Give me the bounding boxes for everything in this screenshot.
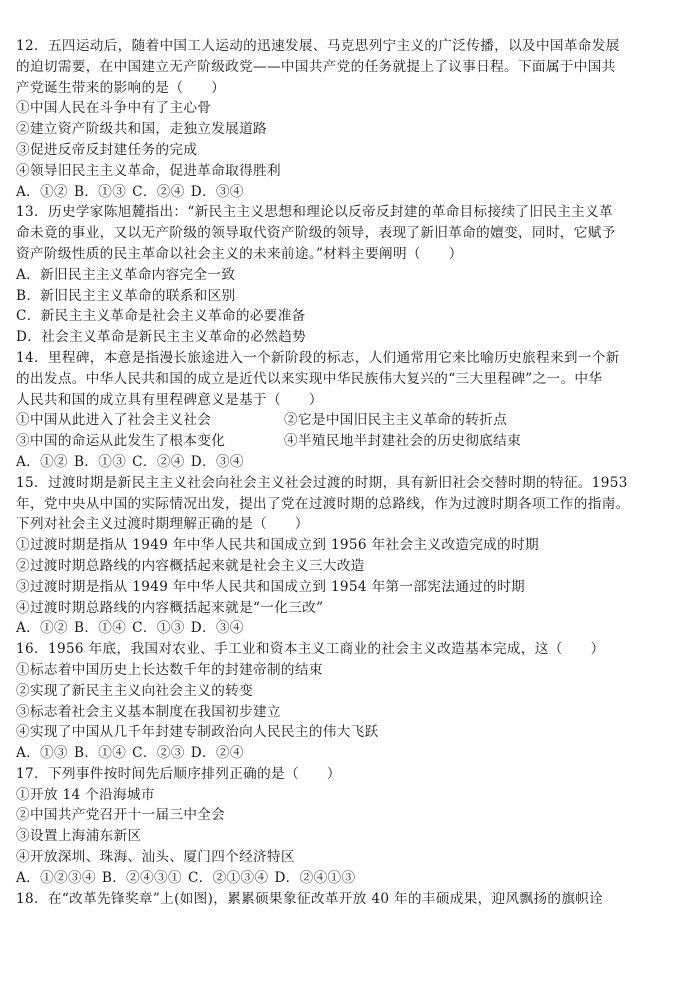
option-a: A．①② (16, 620, 68, 637)
statement-item: ③过渡时期是指从 1949 年中华人民共和国成立到 1954 年第一部宪法通过的时期 (16, 578, 525, 595)
statement-item: ③中国的命运从此发生了根本变化 (16, 433, 226, 450)
answer-options (16, 868, 681, 889)
statement-row (16, 431, 681, 452)
question-stem-line: 人民共和国的成立具有里程碑意义是基于（ ） (16, 391, 323, 408)
statement-item: ②实现了新民主主义向社会主义的转变 (16, 682, 254, 699)
statement-item: ④过渡时期总路线的内容概括起来就是“一化三改” (16, 599, 324, 616)
statement-item: ④领导旧民主主义革命，促进革命取得胜利 (16, 162, 281, 179)
option-a: A．①②③④ (16, 869, 96, 886)
option-b: B．①④ (74, 620, 127, 637)
question-13 (16, 202, 681, 348)
option-d: D．②④①③ (274, 869, 356, 886)
exam-page (16, 36, 681, 909)
question-stem-line: 16．1956 年底，我国对农业、手工业和资本主义工商业的社会主义改造基本完成，这（ ） (16, 641, 605, 658)
question-stem-line: 的迫切需要，在中国建立无产阶级政党——中国共产党的任务就提上了议事日程。下面属于中国共 (16, 58, 616, 75)
statement-item: ④半殖民地半封建社会的历史彻底结束 (284, 433, 522, 450)
question-15 (16, 473, 681, 639)
question-stem-line: 的出发点。中华人民共和国的成立是近代以来实现中华民族伟大复兴的“三大里程碑”之一。中华 (16, 370, 603, 387)
option-b: B．②④③① (101, 869, 182, 886)
question-12 (16, 36, 681, 202)
option-d: D．③④ (190, 453, 244, 470)
option-a: A．①② (16, 183, 68, 200)
option-c: C．②④ (132, 453, 185, 470)
option-c: C．②①③④ (187, 869, 269, 886)
statement-item: ③促进反帝反封建任务的完成 (16, 141, 198, 158)
option-d: D．③④ (190, 183, 244, 200)
option-d: D．社会主义革命是新民主主义革命的必然趋势 (16, 329, 307, 346)
question-17 (16, 764, 681, 889)
question-stem-line: 产党诞生带来的影响的是（ ） (16, 79, 226, 96)
question-stem-line: 15．过渡时期是新民主主义社会向社会主义社会过渡的时期，具有新旧社会交替时期的特征。1953 (16, 474, 628, 491)
question-16 (16, 639, 681, 764)
question-stem-line: 下列对社会主义过渡时期理解正确的是（ ） (16, 516, 309, 533)
question-18 (16, 889, 681, 910)
option-a: A．新旧民主主义革命内容完全一致 (16, 266, 236, 283)
question-stem-line: 资产阶级性质的民主革命以社会主义的未来前途。”材料主要阐明（ ） (16, 245, 463, 262)
statement-item: ②建立资产阶级共和国，走独立发展道路 (16, 121, 267, 138)
option-c: C．新民主主义革命是社会主义革命的必要准备 (16, 308, 306, 325)
answer-options (16, 452, 681, 473)
statement-item: ③标志着社会主义基本制度在我国初步建立 (16, 703, 281, 720)
question-stem-line: 年，党中央从中国的实际情况出发，提出了党在过渡时期的总路线，作为过渡时期各项工作的指南。 (16, 495, 630, 512)
option-d: D．②④ (190, 745, 244, 762)
option-b: B．①③ (74, 183, 127, 200)
statement-item: ③设置上海浦东新区 (16, 828, 142, 845)
answer-options (16, 743, 681, 764)
option-b: B．①④ (74, 745, 127, 762)
statement-item: ①开放 14 个沿海城市 (16, 786, 155, 803)
statement-item: ④开放深圳、珠海、汕头、厦门四个经济特区 (16, 849, 295, 866)
question-14 (16, 348, 681, 473)
statement-item: ①中国人民在斗争中有了主心骨 (16, 100, 212, 117)
option-c: C．②④ (132, 183, 185, 200)
statement-item: ①过渡时期是指从 1949 年中华人民共和国成立到 1956 年社会主义改造完成的时期 (16, 537, 539, 554)
question-stem-line: 17．下列事件按时间先后顺序排列正确的是（ ） (16, 765, 341, 782)
answer-options (16, 182, 681, 203)
answer-options (16, 618, 681, 639)
statement-item: ②过渡时期总路线的内容概括起来就是社会主义三大改造 (16, 557, 365, 574)
statement-item: ④实现了中国从几千年封建专制政治向人民民主的伟大飞跃 (16, 724, 379, 741)
statement-item: ②中国共产党召开十一届三中全会 (16, 807, 226, 824)
question-stem-line: 命未竟的事业，又以无产阶级的领导取代资产阶级的领导，表现了新旧革命的嬗变，同时，它赋予 (16, 225, 616, 242)
option-a: A．①③ (16, 745, 68, 762)
option-d: D．③④ (190, 620, 244, 637)
statement-row (16, 410, 681, 431)
statement-item: ①中国从此进入了社会主义社会 (16, 412, 212, 429)
statement-item: ②它是中国旧民主主义革命的转折点 (284, 412, 508, 429)
question-stem-line: 14．里程碑，本意是指漫长旅途进入一个新阶段的标志，人们通常用它来比喻历史旅程来到一个新 (16, 349, 620, 366)
option-c: C．②③ (132, 745, 185, 762)
option-c: C．①③ (132, 620, 185, 637)
question-stem-line: 18．在“改革先锋奖章”上(如图)，累累硕果象征改革开放 40 年的丰硕成果，迎风飘扬的旗帜诠 (16, 890, 604, 907)
option-b: B．①③ (74, 453, 127, 470)
option-b: B．新旧民主主义革命的联系和区别 (16, 287, 236, 304)
statement-item: ①标志着中国历史上长达数千年的封建帝制的结束 (16, 661, 323, 678)
question-stem-line: 13．历史学家陈旭麓指出：“新民主主义思想和理论以反帝反封建的革命目标接续了旧民主主义革 (16, 204, 613, 221)
question-stem-line: 12．五四运动后，随着中国工人运动的迅速发展、马克思列宁主义的广泛传播，以及中国革命发展 (16, 38, 620, 54)
option-a: A．①② (16, 453, 68, 470)
